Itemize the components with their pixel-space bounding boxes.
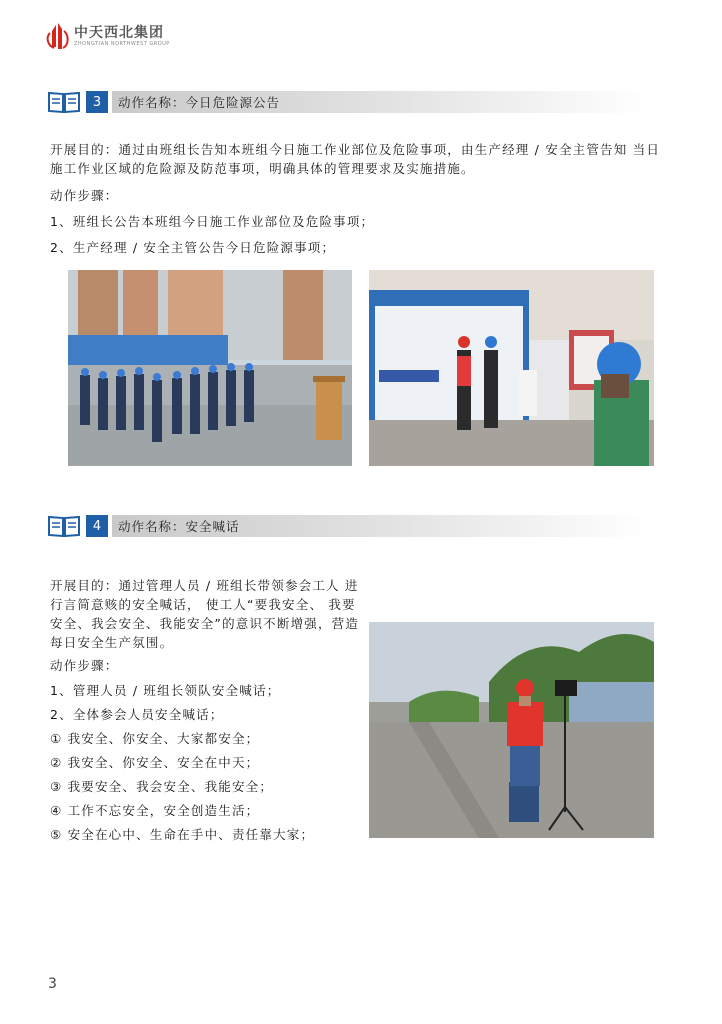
book-icon xyxy=(48,91,80,113)
photo-hazard-announcement xyxy=(369,270,654,466)
section-3-steps-label: 动作步骤： xyxy=(50,188,119,203)
logo-english-name: ZHONGTIAN NORTHWEST GROUP xyxy=(74,40,170,47)
section-4-purpose: 开展目的：通过管理人员 / 班组长带领参会工人 进行言简意赅的安全喊话， 使工人“要我安全、 我要安全、我会安全、我能安全”的意识不断增强，营造每日安全生产氛围。 xyxy=(50,578,360,650)
logo-chinese-name: 中天西北集团 xyxy=(74,24,164,41)
section-4-slogan-5: ⑤ 安全在心中、生命在手中、责任靠大家； xyxy=(50,827,315,842)
section-3-number: 3 xyxy=(86,91,108,113)
page-number: 3 xyxy=(48,976,57,992)
section-3-purpose: 开展目的：通过由班组长告知本班组今日施工作业部位及危险事项，由生产经理 / 安全主管告知 当日施工作业区域的危险源及防范事项，明确具体的管理要求及实施措施。 xyxy=(50,142,661,176)
section-3-heading xyxy=(48,90,648,114)
section-3-title: 动作名称：今日危险源公告 xyxy=(112,91,648,113)
section-4-slogan-1: ① 我安全、你安全、大家都安全； xyxy=(50,731,260,746)
section-4-number: 4 xyxy=(86,515,108,537)
section-4-steps-label: 动作步骤： xyxy=(50,658,119,673)
section-4-slogan-4: ④ 工作不忘安全，安全创造生活； xyxy=(50,803,260,818)
book-icon xyxy=(48,515,80,537)
section-4-slogan-2: ② 我安全、你安全、安全在中天； xyxy=(50,755,260,770)
section-3-step-2: 2、生产经理 / 安全主管公告今日危险源事项； xyxy=(50,240,336,255)
section-4-heading xyxy=(48,514,648,538)
photo-safety-shout xyxy=(369,622,654,838)
company-logo xyxy=(46,22,170,50)
logo-mark-icon xyxy=(46,23,70,49)
section-4-step-2: 2、全体参会人员安全喊话； xyxy=(50,707,224,722)
section-4-step-1: 1、管理人员 / 班组长领队安全喊话； xyxy=(50,683,281,698)
photo-workers-briefing xyxy=(68,270,352,466)
section-4-title: 动作名称：安全喊话 xyxy=(112,515,648,537)
section-4-slogan-3: ③ 我要安全、我会安全、我能安全； xyxy=(50,779,274,794)
section-3-step-1: 1、班组长公告本班组今日施工作业部位及危险事项； xyxy=(50,214,375,229)
